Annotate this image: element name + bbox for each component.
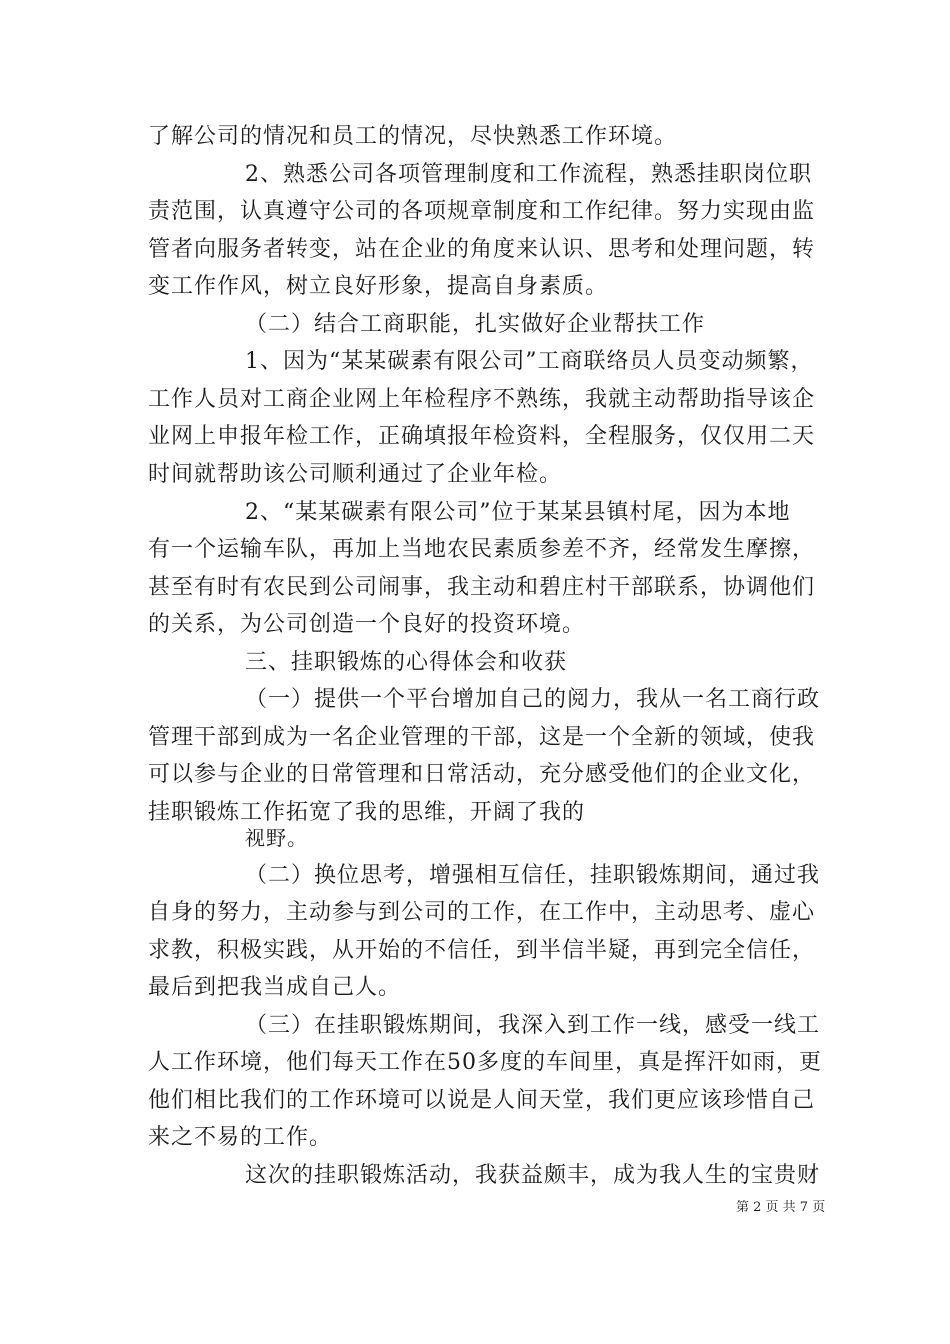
text-line: 1、因为“某某碳素有限公司”工商联络员人员变动频繁， — [245, 349, 814, 374]
text-line: 2、熟悉公司各项管理制度和工作流程，熟悉挂职岗位职 — [245, 162, 812, 187]
text-line: 时间就帮助该公司顺利通过了企业年检。 — [148, 462, 563, 487]
text-line: 求教，积极实践，从开始的不信任，到半信半疑，再到完全信任， — [148, 938, 816, 963]
text-line: 他们相比我们的工作环境可以说是人间天堂，我们更应该珍惜自己 — [148, 1088, 816, 1113]
text-line: 变工作作风，树立良好形象，提高自身素质。 — [148, 274, 609, 299]
text-line: 业网上申报年检工作，正确填报年检资料，全程服务，仅仅用二天 — [148, 424, 816, 449]
text-line: 可以参与企业的日常管理和日常活动，充分感受他们的企业文化， — [148, 762, 816, 787]
text-line: 2、“某某碳素有限公司”位于某某县镇村尾，因为本地 — [245, 500, 791, 525]
text-line: 人工作环境，他们每天工作在50多度的车间里，真是挥汗如雨，更 — [148, 1050, 822, 1075]
text-line: 最后到把我当成自己人。 — [148, 975, 402, 1000]
text-line: 视野。 — [245, 826, 308, 850]
text-line: 责范围，认真遵守公司的各项规章制度和工作纪律。努力实现由监 — [148, 199, 816, 224]
page-footer: 第 2 页 共 7 页 — [736, 1200, 826, 1215]
text-line: 有一个运输车队，再加上当地农民素质参差不齐，经常发生摩擦， — [148, 537, 816, 562]
section-heading: 三、挂职锻炼的心得体会和收获 — [245, 650, 568, 675]
text-line: 管理干部到成为一名企业管理的干部，这是一个全新的领域，使我 — [148, 725, 816, 750]
text-line: 自身的努力，主动参与到公司的工作，在工作中，主动思考、虚心 — [148, 900, 816, 925]
text-line: 了解公司的情况和员工的情况，尽快熟悉工作环境。 — [148, 124, 678, 149]
text-line: （一）提供一个平台增加自己的阅力，我从一名工商行政 — [245, 687, 821, 712]
text-line: （二）换位思考，增强相互信任，挂职锻炼期间，通过我 — [245, 863, 821, 888]
text-line: 这次的挂职锻炼活动，我获益颇丰，成为我人生的宝贵财 — [245, 1163, 821, 1188]
section-heading: （二）结合工商职能，扎实做好企业帮扶工作 — [245, 312, 706, 337]
text-line: 甚至有时有农民到公司闹事，我主动和碧庄村干部联系，协调他们 — [148, 575, 816, 600]
text-line: 挂职锻炼工作拓宽了我的思维，开阔了我的 — [148, 800, 586, 825]
text-line: （三）在挂职锻炼期间，我深入到工作一线，感受一线工 — [245, 1013, 821, 1038]
text-line: 来之不易的工作。 — [148, 1125, 333, 1150]
text-line: 的关系，为公司创造一个良好的投资环境。 — [148, 612, 586, 637]
text-line: 管者向服务者转变，站在企业的角度来认识、思考和处理问题，转 — [148, 237, 816, 262]
text-line: 工作人员对工商企业网上年检程序不熟练，我就主动帮助指导该企 — [148, 387, 816, 412]
